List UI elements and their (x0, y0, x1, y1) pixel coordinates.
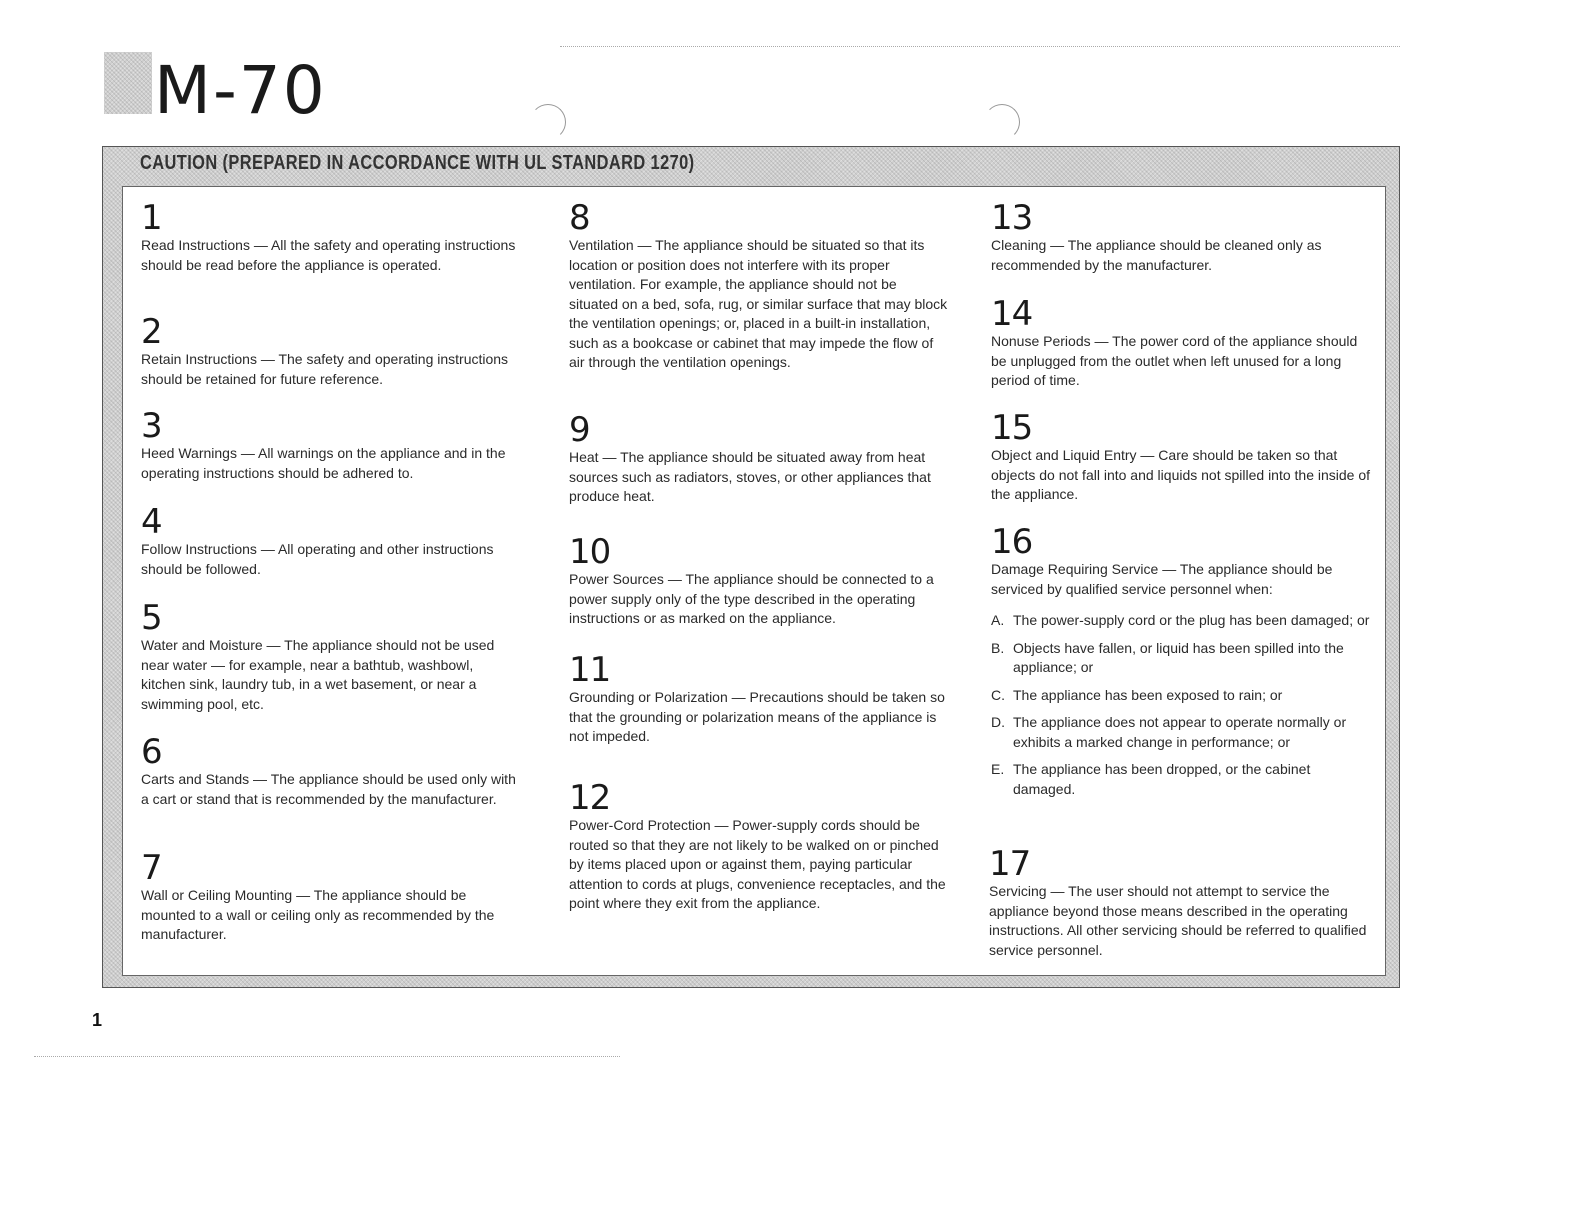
item-text: Cleaning — The appliance should be cleaned only as recommended by the manufacturer. (991, 237, 1322, 273)
item-text: Wall or Ceiling Mounting — The appliance should be mounted to a wall or ceiling only as recommended by the manufacturer. (141, 887, 495, 942)
caution-item-6 (141, 732, 521, 809)
list-letter: B. (991, 639, 1005, 656)
punch-hole-mark (984, 104, 1020, 140)
item-number: 8 (569, 198, 590, 238)
list-text: The appliance has been exposed to rain; or (1013, 686, 1283, 703)
item-number: 3 (141, 406, 162, 446)
item-number: 5 (141, 598, 162, 638)
item-text: Retain Instructions — The safety and operating instructions should be retained for future reference. (141, 351, 509, 387)
list-text: The appliance has been dropped, or the cabinet damaged. (1013, 761, 1311, 797)
caution-content-area (122, 186, 1386, 976)
list-letter: E. (991, 761, 1005, 777)
list-item (991, 639, 1371, 678)
item-number: 12 (569, 778, 611, 818)
item-number: 16 (991, 522, 1033, 562)
list-letter: A. (991, 612, 1005, 628)
item-text: Object and Liquid Entry — Care should be taken so that objects do not fall into and liquids not spilled into the inside of the appliance. (991, 447, 1371, 502)
item-text: Carts and Stands — The appliance should be used only with a cart or stand that is recommended by the manufacturer. (141, 771, 516, 807)
caution-item-3 (141, 406, 521, 483)
item-number: 17 (989, 844, 1031, 884)
caution-item-10 (569, 532, 949, 629)
item-number: 1 (141, 198, 162, 238)
item-number: 15 (991, 408, 1033, 448)
caution-item-15 (991, 408, 1371, 505)
punch-hole-mark (530, 104, 566, 140)
item-number: 9 (569, 410, 590, 450)
list-item (991, 760, 1371, 799)
item-text: Follow Instructions — All operating and other instructions should be followed. (141, 541, 494, 577)
item-text: Power-Cord Protection — Power-supply cords should be routed so that they are not likely to be walked on or pinched by items placed upon or against them, paying particular attention to cords at plugs, convenience receptacles, and the point where they exit from the appliance. (569, 817, 946, 911)
item-text: Heat — The appliance should be situated away from heat sources such as radiators, stoves, or other appliances that produce heat. (569, 449, 931, 504)
item-text: Power Sources — The appliance should be connected to a power supply only of the type described in the operating instructions or as marked on the appliance. (569, 571, 934, 626)
caution-heading: CAUTION (PREPARED IN ACCORDANCE WITH UL STANDARD 1270) (140, 152, 695, 174)
caution-item-9 (569, 410, 949, 507)
caution-item-1 (141, 198, 521, 275)
list-letter: D. (991, 714, 1005, 730)
caution-item-16 (991, 522, 1371, 807)
page-number: 1 (92, 1010, 103, 1030)
caution-item-8 (569, 198, 949, 373)
caution-item-2 (141, 312, 521, 389)
caution-item-12 (569, 778, 949, 914)
list-item (991, 713, 1371, 752)
item-number: 7 (141, 848, 162, 888)
item-number: 14 (991, 294, 1033, 334)
caution-item-4 (141, 502, 521, 579)
list-text: The power-supply cord or the plug has been damaged; or (1013, 612, 1370, 628)
item-text: Grounding or Polarization — Precautions should be taken so that the grounding or polarization means of the appliance is not impeded. (569, 689, 945, 744)
item-text: Damage Requiring Service — The appliance should be serviced by qualified service personnel when: (991, 561, 1333, 597)
item-number: 11 (569, 650, 611, 690)
damage-conditions-list (991, 611, 1371, 799)
item-text: Nonuse Periods — The power cord of the appliance should be unplugged from the outlet when left unused for a long period of time. (991, 333, 1358, 388)
item-number: 13 (991, 198, 1033, 238)
item-number: 2 (141, 312, 162, 352)
item-number: 10 (569, 532, 611, 572)
list-text: Objects have fallen, or liquid has been spilled into the appliance; or (1013, 639, 1344, 675)
list-item (991, 686, 1371, 706)
caution-item-14 (991, 294, 1371, 391)
item-number: 6 (141, 732, 162, 772)
caution-item-7 (141, 848, 521, 945)
list-item (991, 611, 1371, 631)
caution-item-5 (141, 598, 521, 714)
bottom-scan-rule (34, 1056, 620, 1057)
item-number: 4 (141, 502, 162, 542)
item-text: Read Instructions — All the safety and operating instructions should be read before the appliance is operated. (141, 237, 516, 273)
caution-item-17 (989, 844, 1369, 960)
list-letter: C. (991, 686, 1005, 703)
item-text: Heed Warnings — All warnings on the appliance and in the operating instructions should be adhered to. (141, 445, 506, 481)
model-title: M-70 (154, 52, 327, 129)
caution-item-13 (991, 198, 1371, 275)
list-text: The appliance does not appear to operate normally or exhibits a marked change in performance; or (1013, 714, 1347, 750)
item-text: Water and Moisture — The appliance should not be used near water — for example, near a bathtub, washbowl, kitchen sink, laundry tub, in a wet basement, or near a swimming pool, etc. (141, 637, 495, 712)
item-text: Servicing — The user should not attempt to service the appliance beyond those means described in the operating instructions. All other servicing should be referred to qualified service personnel. (989, 883, 1367, 958)
model-logo-block (104, 52, 152, 114)
top-scan-rule (560, 46, 1400, 47)
item-text: Ventilation — The appliance should be situated so that its location or position does not interfere with its proper ventilation. For example, the appliance should not be situated on a bed, sofa, rug, or similar surface that may block the ventilation openings; or, placed in a built-in installation, such as a bookcase or cabinet that may impede the flow of air through the ventilation openings. (569, 237, 948, 370)
caution-item-11 (569, 650, 949, 747)
